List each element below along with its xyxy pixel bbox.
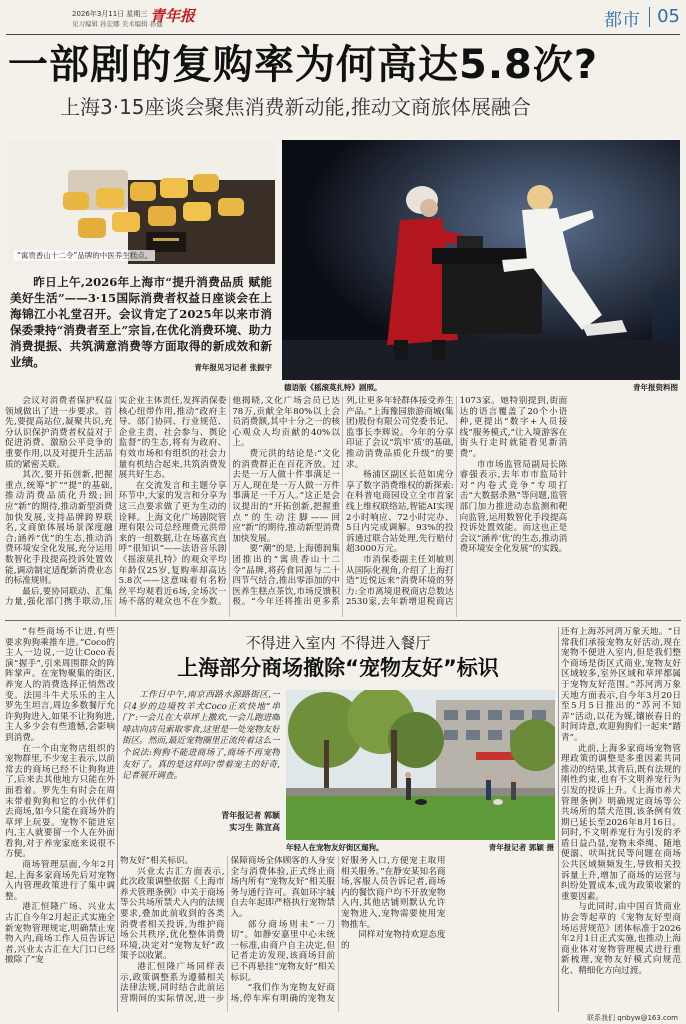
pet-body [120,856,556,1012]
pet-intro: 工作日中午,南京西路水源路街区,一只4岁的边境牧羊犬Coco正欢快地“串门”:一会儿在大草坪上撒欢,一会儿跑进咖啡店向店员索取零食,这里是一处宠物友好街区。然而,最近宠物圈里正流传着这么一个说法:狗狗不能进商场了,商场不再宠物友好了。真的是这样吗?带着宠主的好奇,记者展开调查。 [122,690,280,782]
pet-byline-reporter: 青年报记者 郭颖 [221,811,280,820]
pet-right-paragraph: 还有上海苏河湾万象天地。“日常我们承接宠物友好活动,现在宠物不便进入室内,但是我们整个商场是街区式商业,宠物友好区域较多,室外区域和草坪都属于宠物友好范围。”苏河湾万象天地方面表示,自今年3月20日至5月5日推出的“苏河不知弄”活动,以花为媒,镶嵌春日的时间诗意,欢迎狗狗们一起来“踏青”。 [561,627,681,743]
lead-paragraph: 最后,要协同联动、汇集力量,强化部门携手联动,压实企业主体责任,发挥消保委核心纽带作用,推动“政府主导、部门协同、行业规范、企业主责、社会参与、舆论监督”的生态,将有为政府、有效市场和有组织的社会力量有机结合起来,共筑消费发展共好生态。 [5,396,227,608]
musical-photo-caption: 德语版《摇滚莫扎特》剧照。 [284,383,382,392]
pet-photo-caption: 年轻人在宠物友好街区遛狗。 [286,843,384,852]
pet-left-paragraph: 商场管理层面,今年2月起,上海多家商场先后对宠物入内管理政策进行了集中调整。 [5,860,115,902]
pet-street-photo [286,690,555,840]
column-rule [558,627,559,1012]
musical-stage-photo [282,140,680,380]
pet-paragraph: 同样对宠物持欢迎态度的 [341,930,446,951]
editor-credits: 见习编辑 孙宏娜 美术编辑 孙健 [72,20,163,28]
pet-left-paragraph: “有些商场不让进,有些要求狗狗乘推车进。”Coco的主人一边说,一边让Coco表演“握手”,引来周围群众的阵阵掌声。在宠物聚集的街区,养宠人的消费选择正悄然改变。法国斗牛犬乐乐的主人罗先生坦言,周边多数餐厅允许狗狗进入,如果不让狗狗进,主人多少会有些遗憾,会影响到消费。 [5,627,115,743]
page-number: 05 [657,6,680,27]
pet-kicker: 不得进入室内 不得进入餐厅 [245,634,431,652]
main-subheadline: 上海3·15座谈会聚焦消费新动能,推动文商旅体展融合 [60,95,531,119]
lead-paragraph: 市市场监管局副局长陈睿强表示,去年市市监局针对“内卷式竞争”专项打击“大数据杀熟”等问题,监管部门加力推进动态监测和靶向监管,运用数智化手段提高投诉处置效能。而这也正是会议“涵养‘优’的生态,推动消费环境安全化发展”的实践。 [459,459,568,555]
pet-paragraph: “我们作为宠物友好商场,停车库有明确的宠物友好服务入口,方便宠主取用相关服务。”在静安某知名商场,客服人员告诉记者,商场内的餐饮商户均不开放宠物入内,其他店铺则默认允许宠物进入,宠物需要使用宠物推车。 [230,856,446,1004]
lead-paragraph: 费元洪的结论是:“文化的消费群正在百花齐放。过去是一万人做十件事满足一万人,现在是一万人做一万件事满足一千万人。”这正是会议提出的“开拓创新,把握重点”的生动注脚——回应“新”的期待,推动新型消费加快发展。 [232,448,340,544]
pastry-caption: “寓贵香山十二令”品牌的中医养生糕点。 [14,250,155,261]
pet-right-paragraph: 与此同时,由中国百货商业协会等起草的《宠物友好型商场运营规范》团体标准于2026年2月1日正式实施,也推动上海商业体对宠物管理模式进行重新梳理,宠物友好模式向规范化、精细化方向过渡。 [561,902,681,976]
lead-paragraph: 其次,要开拓创新,把握重点,统筹“扩”“提”的基础,推动消费品质化升级;回应“新”的期待,推动新型消费加快发展,支持品牌跨界联名,文商旅体展场景深度融合;涵养“优”的生态,推动消费环境安全化发展,充分运用数智化手段提高投诉处置效能,调动制定适配新消费业态的标准规则。 [5,470,113,587]
pet-left-paragraph: 在一个由宠物店组织的宠物群里,不少宠主表示,以前常去的商场已经不让狗狗进了,后来去其他地方只能在外面看着。罗先生有时会在周末带着狗狗和它的小伙伴们去商场,如今只能在商场外的草坪上玩耍。宠物不能进室内,主人就要留一个人在外面看狗,对于养宠家庭来说很不方便。 [5,743,115,860]
lead-paragraph: 要“潮”的是,上海德润集团推出的“寓贵香山十二令”品牌,将药食同源与二十四节气结合,推出零添加的中医养生糕点茶饮,市场反馈积极。“今年还将推出更多系列,让更多年轻群体接受养生产品。”上海豫园旅游商城(集团)股份有限公司党委书记、监事长李辉说。今年的分享印证了会议“筑牢‘质’的基础,推动消费品质化升级”的要求。 [232,396,454,608]
pet-photo-credit: 青年报记者 郭颖 摄 [488,843,554,852]
column-rule [117,627,118,1012]
main-headline: 一部剧的复购率为何高达5.8次? [8,42,599,88]
pet-right-column [561,627,681,1012]
musical-photo-credit: 青年报资料图 [633,383,678,392]
contact-footer: 联系我们 qnbyw@163.com [587,1014,678,1022]
pet-paragraph: 物友好”相关标识。 [120,856,194,866]
section-divider [649,7,651,27]
top-rule [6,34,680,35]
lead-body [5,396,681,617]
pet-byline-intern: 实习生 陈宣高 [229,823,280,832]
pet-paragraph: 部分商场则未“一刀切”。如静安嘉里中心未统一标准,由商户自主决定,但记者走访发现,该商场目前已不再悬挂“宠物友好”相关标识。 [230,919,335,983]
pet-paragraph: 港汇恒隆广场同样表示,政策调整系为遵循相关法律法规,同时结合此前运营期间的实际情况,进一步保障商场全体顾客的人身安全与消费体验,正式终止商场内所有“宠物友好”相关服务与通行许可。真如环宇城自去年起即严格执行宠物禁入。 [120,856,335,1004]
pet-headline: 上海部分商场撤除“宠物友好”标识 [177,656,499,680]
section-name: 都市 [604,10,640,31]
pet-left-paragraph: 港汇恒隆广场、兴业太古汇自今年2月起正式实施全新宠物管理规定,明确禁止宠物入内,商场工作人员告诉记者,兴业太古汇在大门口已经撤除了“宠 [5,902,115,966]
pet-right-paragraph: 此前,上海多家商场宠物管理政策的调整是多重因素共同推动的结果,其背后,既有法规的刚性约束,也有不文明养宠行为引发的投诉上升。《上海市养犬管理条例》明确规定商场等公共场所的禁犬范围,该条例有效期已延长至2026年8月16日。同时,不文明养宠行为引发的矛盾日益凸显,宠物未牵绳、随地便溺、吠叫扰民等问题在商场公共区域频频发生,导致相关投诉量上升,增加了商场的运营与纠纷处置成本,成为政策收紧的重要因素。 [561,743,681,902]
pet-paragraph: 兴业太古汇方面表示,此次政策调整依据《上海市养犬管理条例》中关于商场等公共场所禁犬入内的法规要求,叠加此前收到的各类消费者相关投诉,为维护商场公共秩序,优化整体消费环境,决定对“宠物友好”政策予以收紧。 [120,866,225,962]
lead-byline: 青年报见习记者 张振宇 [194,363,272,372]
issue-date: 2026年3月11日 星期三 [72,10,148,18]
lead-paragraph: 市消保委副主任刘敏则从国际化视角,介绍了上海打造“近悦远来”消费环境的努力:全市离境退税商店总数达2530家,去年新增退税商店1073家。她特别提到,街面达的语言覆盖了20个小语种,更提出“数字+人员接线”服务模式,“让入境游客在街头行走时就能看见新消费”。 [345,396,568,608]
lead-paragraph: 在交流发言和主题分享环节中,大家的发言和分享为这三点要求做了更为生动的诠释。上海文化广场剧院管理有限公司总经理费元洪带来的一组数据,让在场嘉宾直呼“很知识”——法语音乐剧《摇滚莫扎特》的观众平均年龄仅25岁,复购率却高达5.8次——这意味着有名粉丝平均观看近6场,全场次一场不落的观众也不在少数。他揭晓,文化广场会员已达78万,贡献全年80%以上会员消费额,其中十分之一的核心观众人均贡献的40%以上。 [118,396,340,608]
lead-paragraph: 杨浦区副区长范如虎分享了数字消费维权的新探索:在科普电商园设立全市首家线上维权联络站,智能AI实现2小时响应、72小时完办、5日内完成调解。93%的投诉通过联合站处理,先行赔付超3000万元。 [345,470,454,555]
pastry-photo [8,140,275,264]
newspaper-logo: 青年报 [150,7,196,25]
pet-left-column [5,627,115,1012]
lead-paragraph: 会议对消费者保护权益领域做出了进一步要求。首先,要提高站位,凝聚共识,充分认识保护消费者权益对于促进消费、激励公平竞争的重要作用,以及对提升生活品质的紧密关联。 [5,396,113,470]
lead-intro: 昨日上午,2026年上海市“提升消费品质 赋能美好生活”——3·15国际消费者权益日座谈会在上海锦江小礼堂召开。会议肯定了2025年以来市消保委秉持“消费者至上”宗旨,在优化消费环境、助力消费提振、共筑满意消费等方面取得的新成效和新业绩。 [10,275,272,369]
story-divider [5,620,681,621]
